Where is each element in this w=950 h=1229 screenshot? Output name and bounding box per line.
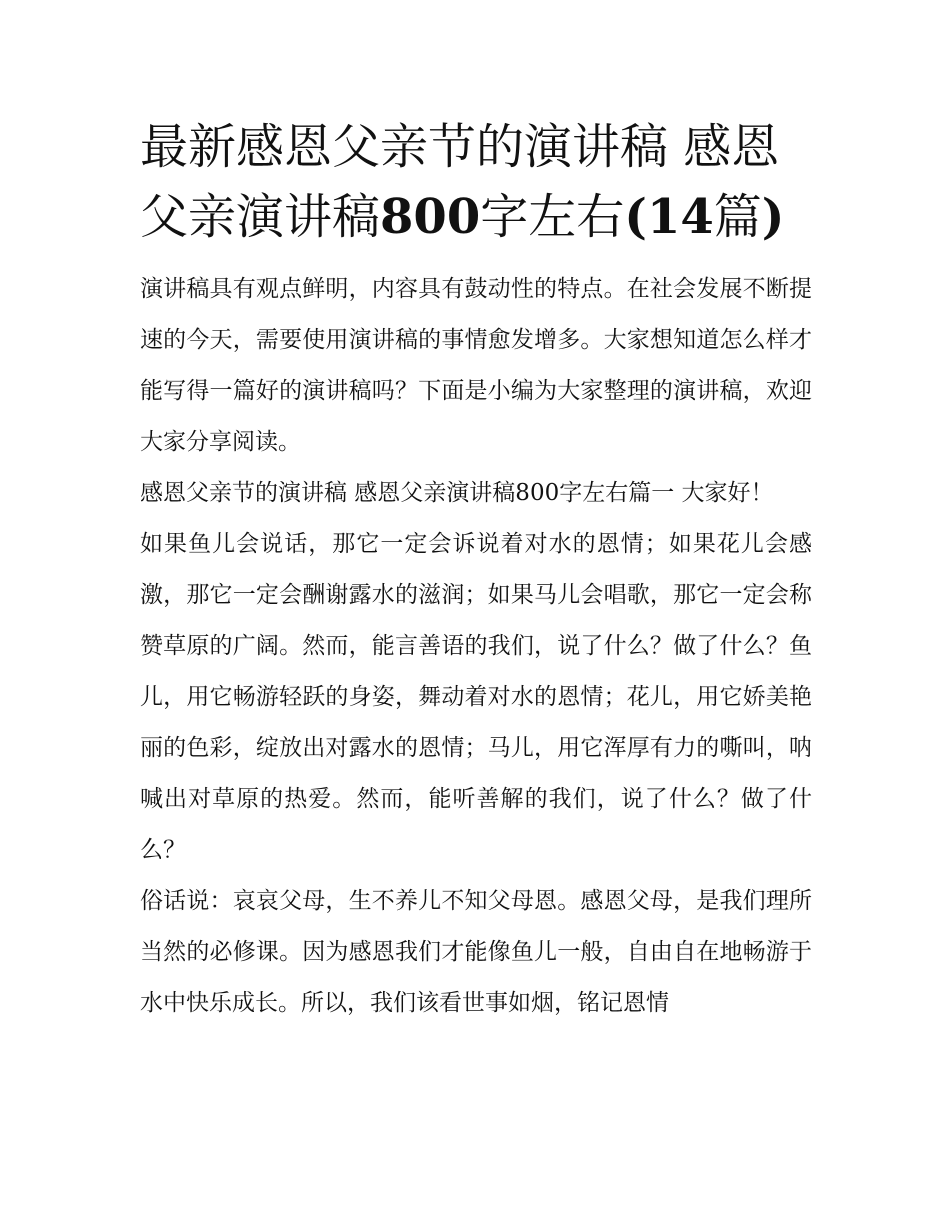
body-paragraph: 如果鱼儿会说话，那它一定会诉说着对水的恩情；如果花儿会感激，那它一定会酬谢露水的滋润；如果马儿会唱歌，那它一定会称赞草原的广阔。然而，能言善语的我们，说了什么？做了什么？鱼儿，用它畅游轻跃的身姿，舞动着对水的恩情；花儿，用它娇美艳丽的色彩，绽放出对露水的恩情；马儿，用它浑厚有力的嘶叫，呐喊出对草原的热爱。然而，能听善解的我们，说了什么？做了什么？	[140, 531, 812, 863]
section-heading-paragraph: 感恩父亲节的演讲稿 感恩父亲演讲稿800字左右篇一 大家好！	[140, 480, 774, 506]
document-title: 最新感恩父亲节的演讲稿 感恩父亲演讲稿800字左右(14篇)	[140, 119, 785, 245]
body-paragraph: 俗话说：哀哀父母，生不养儿不知父母恩。感恩父母，是我们理所当然的必修课。因为感恩我们才能像鱼儿一般，自由自在地畅游于水中快乐成长。所以，我们该看世事如烟，铭记恩情	[140, 888, 812, 1016]
intro-paragraph: 演讲稿具有观点鲜明，内容具有鼓动性的特点。在社会发展不断提速的今天，需要使用演讲稿的事情愈发增多。大家想知道怎么样才能写得一篇好的演讲稿吗？下面是小编为大家整理的演讲稿，欢迎大家分享阅读。	[140, 276, 812, 455]
document-page	[140, 112, 812, 1029]
